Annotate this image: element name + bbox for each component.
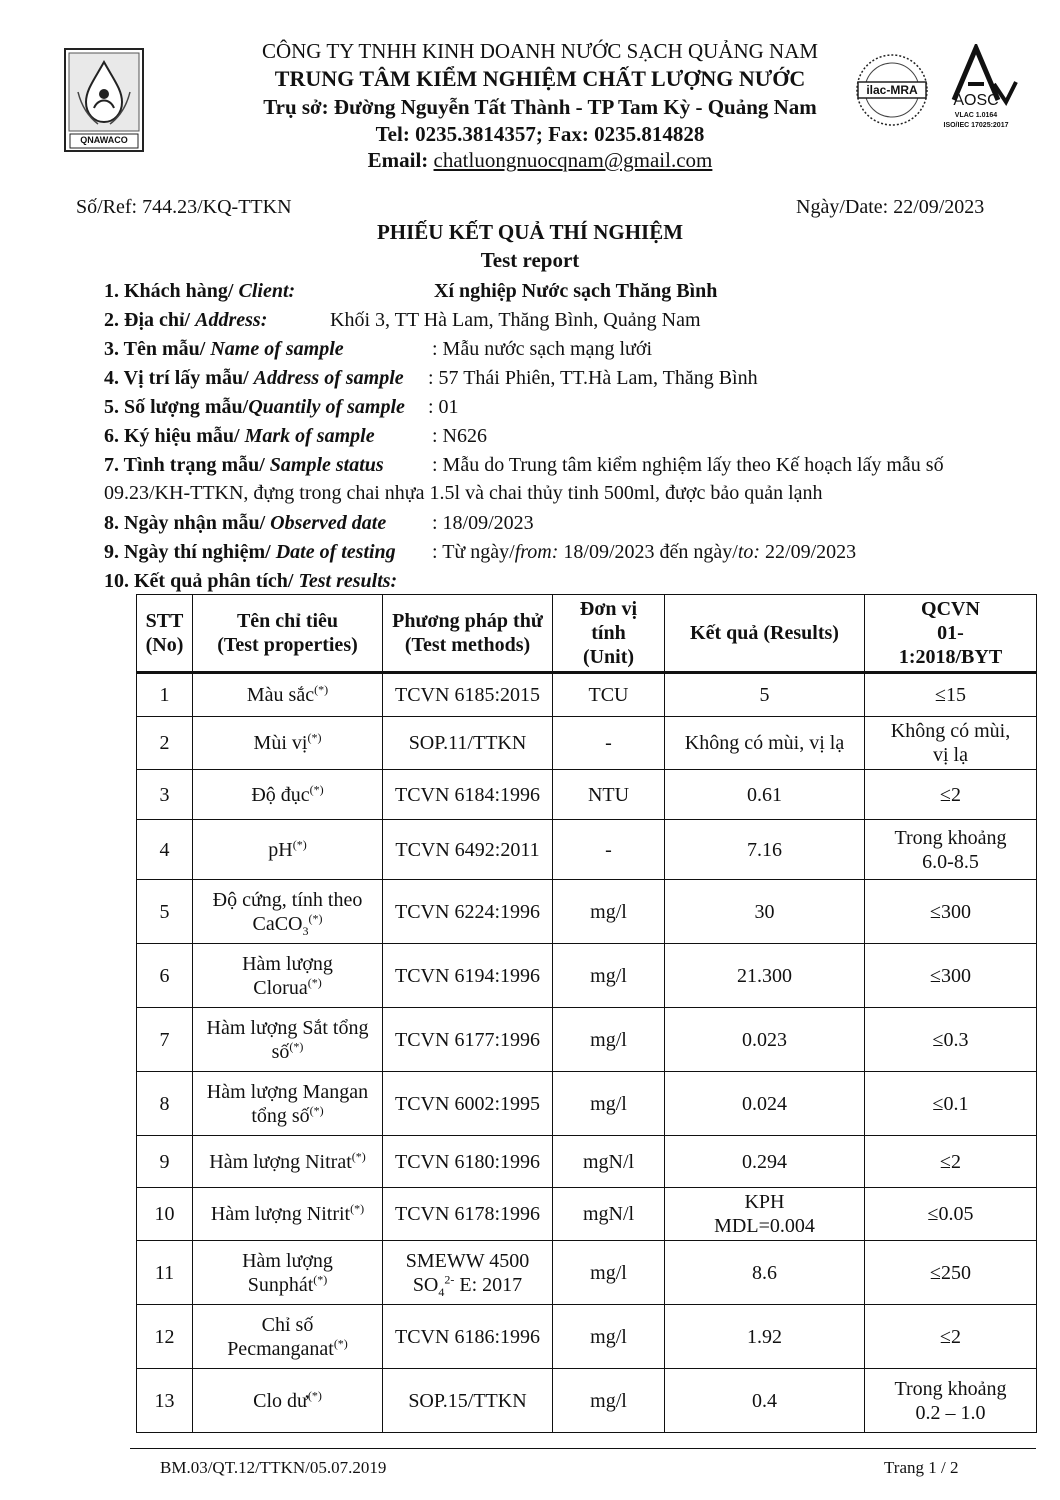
accreditation-mark: (*) bbox=[289, 1038, 304, 1053]
cell-test-property: Màu sắc(*) bbox=[193, 673, 383, 717]
cell-result: 1.92 bbox=[665, 1305, 865, 1369]
footer-divider bbox=[130, 1448, 1036, 1449]
cell-no: 2 bbox=[137, 717, 193, 770]
contact-email-line bbox=[160, 147, 920, 173]
sample-name-value: : Mẫu nước sạch mạng lưới bbox=[432, 338, 653, 360]
cell-test-property: Hàm lượng Sắt tổng số(*) bbox=[193, 1008, 383, 1072]
cell-unit: - bbox=[553, 717, 665, 770]
cell-test-property: Hàm lượng Mangan tổng số(*) bbox=[193, 1072, 383, 1136]
cell-test-property: Clo dư(*) bbox=[193, 1369, 383, 1433]
cell-test-method: TCVN 6185:2015 bbox=[383, 673, 553, 717]
cell-qcvn-limit: ≤15 bbox=[865, 673, 1037, 717]
report-title: PHIẾU KẾT QUẢ THÍ NGHIỆM bbox=[376, 220, 684, 244]
cell-result: 21.300 bbox=[665, 944, 865, 1008]
testing-date-value: : Từ ngày/from: 18/09/2023 đến ngày/to: 22/09/2023 bbox=[432, 541, 857, 563]
cell-qcvn-limit: Không có mùi, vị lạ bbox=[865, 717, 1037, 770]
testing-date-label: 9. Ngày thí nghiệm/ Date of testing bbox=[104, 541, 396, 563]
cell-result: KPH MDL=0.004 bbox=[665, 1188, 865, 1241]
address-label: 2. Địa chỉ/ Address: bbox=[104, 309, 268, 331]
cell-no: 6 bbox=[137, 944, 193, 1008]
sample-quantity-label: 5. Số lượng mẫu/Quantily of sample bbox=[104, 396, 405, 418]
cell-test-method: TCVN 6184:1996 bbox=[383, 770, 553, 820]
report-date: Ngày/Date: 22/09/2023 bbox=[796, 196, 985, 218]
cell-no: 11 bbox=[137, 1241, 193, 1305]
cell-qcvn-limit: ≤300 bbox=[865, 944, 1037, 1008]
table-row bbox=[137, 673, 1037, 717]
email-label: Email: bbox=[367, 148, 434, 172]
accreditation-mark: (*) bbox=[350, 1201, 365, 1216]
table-header-row bbox=[137, 595, 1037, 673]
accreditation-mark: (*) bbox=[309, 1102, 324, 1117]
cell-unit: NTU bbox=[553, 770, 665, 820]
cell-unit: mg/l bbox=[553, 880, 665, 944]
cell-qcvn-limit: ≤300 bbox=[865, 880, 1037, 944]
cell-test-method: SOP.15/TTKN bbox=[383, 1369, 553, 1433]
table-row bbox=[137, 1241, 1037, 1305]
sample-status-value: : Mẫu do Trung tâm kiểm nghiệm lấy theo Kế hoạch lấy mẫu số bbox=[432, 454, 944, 476]
cell-test-property: Độ đục(*) bbox=[193, 770, 383, 820]
table-row bbox=[137, 1008, 1037, 1072]
observed-date-value: : 18/09/2023 bbox=[432, 512, 534, 534]
cell-qcvn-limit: ≤0.05 bbox=[865, 1188, 1037, 1241]
cell-qcvn-limit: ≤250 bbox=[865, 1241, 1037, 1305]
header-test-properties: Tên chỉ tiêu (Test properties) bbox=[193, 595, 383, 673]
accreditation-mark: (*) bbox=[333, 1335, 348, 1350]
cell-qcvn-limit: ≤2 bbox=[865, 770, 1037, 820]
sample-mark-value: : N626 bbox=[432, 425, 487, 447]
table-row bbox=[137, 1072, 1037, 1136]
cell-test-method: TCVN 6180:1996 bbox=[383, 1136, 553, 1188]
cell-test-property: pH(*) bbox=[193, 820, 383, 880]
header-qcvn: QCVN 01- 1:2018/BYT bbox=[865, 595, 1037, 673]
cell-test-method: TCVN 6186:1996 bbox=[383, 1305, 553, 1369]
cell-test-method: TCVN 6194:1996 bbox=[383, 944, 553, 1008]
cell-qcvn-limit: ≤0.3 bbox=[865, 1008, 1037, 1072]
sample-status-value-cont: 09.23/KH-TTKN, đựng trong chai nhựa 1.5l và chai thủy tinh 500ml, được bảo quản lạnh bbox=[104, 482, 823, 504]
office-address: Trụ sở: Đường Nguyễn Tất Thành - TP Tam Kỳ - Quảng Nam bbox=[263, 95, 817, 119]
test-results-table bbox=[136, 594, 1037, 1433]
accreditation-mark: (*) bbox=[292, 836, 307, 851]
aosc-logo bbox=[934, 44, 1018, 136]
iso-standard: ISO/IEC 17025:2017 bbox=[943, 122, 1009, 129]
accreditation-mark: (*) bbox=[309, 781, 324, 796]
cell-test-method: TCVN 6224:1996 bbox=[383, 880, 553, 944]
cell-test-property: Chỉ số Pecmanganat(*) bbox=[193, 1305, 383, 1369]
cell-qcvn-limit: ≤2 bbox=[865, 1305, 1037, 1369]
sample-mark-label: 6. Ký hiệu mẫu/ Mark of sample bbox=[104, 425, 375, 447]
table-row bbox=[137, 770, 1037, 820]
table-row bbox=[137, 1188, 1037, 1241]
table-row bbox=[137, 880, 1037, 944]
header-unit: Đơn vị tính (Unit) bbox=[553, 595, 665, 673]
cell-no: 7 bbox=[137, 1008, 193, 1072]
cell-qcvn-limit: Trong khoảng 6.0-8.5 bbox=[865, 820, 1037, 880]
cell-result: 5 bbox=[665, 673, 865, 717]
header-test-methods: Phương pháp thử (Test methods) bbox=[383, 595, 553, 673]
cell-result: 0.61 bbox=[665, 770, 865, 820]
cell-unit: - bbox=[553, 820, 665, 880]
cell-qcvn-limit: Trong khoảng 0.2 – 1.0 bbox=[865, 1369, 1037, 1433]
table-row bbox=[137, 1369, 1037, 1433]
cell-test-property: Hàm lượng Clorua(*) bbox=[193, 944, 383, 1008]
accreditation-mark: (*) bbox=[308, 910, 323, 925]
cell-unit: TCU bbox=[553, 673, 665, 717]
logo-caption: QNAWACO bbox=[80, 135, 128, 145]
cell-test-method: SOP.11/TTKN bbox=[383, 717, 553, 770]
form-code: BM.03/QT.12/TTKN/05.07.2019 bbox=[160, 1458, 387, 1477]
cell-test-property: Hàm lượng Nitrat(*) bbox=[193, 1136, 383, 1188]
cell-no: 4 bbox=[137, 820, 193, 880]
table-row bbox=[137, 1305, 1037, 1369]
cell-no: 12 bbox=[137, 1305, 193, 1369]
cell-no: 9 bbox=[137, 1136, 193, 1188]
center-name: TRUNG TÂM KIỂM NGHIỆM CHẤT LƯỢNG NƯỚC bbox=[274, 66, 806, 91]
sample-location-label: 4. Vị trí lấy mẫu/ Address of sample bbox=[104, 367, 404, 389]
cell-test-method: TCVN 6002:1995 bbox=[383, 1072, 553, 1136]
cell-result: 30 bbox=[665, 880, 865, 944]
cell-unit: mg/l bbox=[553, 1369, 665, 1433]
cell-no: 5 bbox=[137, 880, 193, 944]
address-value: Khối 3, TT Hà Lam, Thăng Bình, Quảng Nam bbox=[330, 309, 701, 331]
cell-no: 1 bbox=[137, 673, 193, 717]
cell-test-method: TCVN 6178:1996 bbox=[383, 1188, 553, 1241]
cell-unit: mg/l bbox=[553, 944, 665, 1008]
report-subtitle: Test report bbox=[480, 248, 580, 272]
cell-test-property: Độ cứng, tính theo CaCO$_3$(*) bbox=[193, 880, 383, 944]
vilas-number: VLAC 1.0164 bbox=[954, 112, 998, 119]
cell-unit: mgN/l bbox=[553, 1136, 665, 1188]
observed-date-label: 8. Ngày nhận mẫu/ Observed date bbox=[104, 512, 387, 534]
cell-unit: mgN/l bbox=[553, 1188, 665, 1241]
accreditation-mark: (*) bbox=[307, 730, 322, 745]
test-results-label: 10. Kết quả phân tích/ Test results: bbox=[104, 570, 398, 592]
company-name: CÔNG TY TNHH KINH DOANH NƯỚC SẠCH QUẢNG NAM bbox=[261, 39, 819, 63]
cell-unit: mg/l bbox=[553, 1008, 665, 1072]
cell-result: 0.024 bbox=[665, 1072, 865, 1136]
sample-name-label: 3. Tên mẫu/ Name of sample bbox=[104, 338, 344, 360]
email-link[interactable]: chatluongnuocqnam@gmail.com bbox=[433, 148, 713, 172]
cell-no: 8 bbox=[137, 1072, 193, 1136]
cell-result: 7.16 bbox=[665, 820, 865, 880]
table-row bbox=[137, 717, 1037, 770]
accreditation-mark: (*) bbox=[307, 1387, 322, 1402]
cell-qcvn-limit: ≤2 bbox=[865, 1136, 1037, 1188]
cell-qcvn-limit: ≤0.1 bbox=[865, 1072, 1037, 1136]
client-value: Xí nghiệp Nước sạch Thăng Bình bbox=[434, 280, 718, 302]
cell-no: 10 bbox=[137, 1188, 193, 1241]
cell-result: 0.023 bbox=[665, 1008, 865, 1072]
cell-no: 3 bbox=[137, 770, 193, 820]
cell-result: 8.6 bbox=[665, 1241, 865, 1305]
accreditation-mark: (*) bbox=[307, 974, 322, 989]
accreditation-mark: (*) bbox=[351, 1148, 366, 1163]
cell-unit: mg/l bbox=[553, 1305, 665, 1369]
cell-test-method: TCVN 6177:1996 bbox=[383, 1008, 553, 1072]
table-row bbox=[137, 820, 1037, 880]
cell-test-method: TCVN 6492:2011 bbox=[383, 820, 553, 880]
cell-result: 0.294 bbox=[665, 1136, 865, 1188]
cell-no: 13 bbox=[137, 1369, 193, 1433]
sample-quantity-value: : 01 bbox=[428, 396, 459, 418]
ilac-mra-text: ilac-MRA bbox=[866, 83, 918, 97]
client-label: 1. Khách hàng/ Client: bbox=[104, 280, 296, 302]
table-row bbox=[137, 1136, 1037, 1188]
page-number: Trang 1 / 2 bbox=[884, 1458, 959, 1477]
reference-number: Số/Ref: 744.23/KQ-TTKN bbox=[76, 196, 292, 218]
cell-test-property: Mùi vị(*) bbox=[193, 717, 383, 770]
cell-unit: mg/l bbox=[553, 1072, 665, 1136]
cell-test-property: Hàm lượng Nitrit(*) bbox=[193, 1188, 383, 1241]
company-logo bbox=[64, 48, 144, 152]
accreditation-mark: (*) bbox=[313, 1271, 328, 1286]
header-no: STT (No) bbox=[137, 595, 193, 673]
table-row bbox=[137, 944, 1037, 1008]
cell-result: Không có mùi, vị lạ bbox=[665, 717, 865, 770]
cell-result: 0.4 bbox=[665, 1369, 865, 1433]
cell-unit: mg/l bbox=[553, 1241, 665, 1305]
cell-test-property: Hàm lượng Sunphát(*) bbox=[193, 1241, 383, 1305]
header-results: Kết quả (Results) bbox=[665, 595, 865, 673]
sample-location-value: : 57 Thái Phiên, TT.Hà Lam, Thăng Bình bbox=[428, 367, 758, 389]
accreditation-mark: (*) bbox=[314, 682, 329, 697]
aosc-text: AOSC bbox=[953, 92, 999, 109]
contact-phone: Tel: 0235.3814357; Fax: 0235.814828 bbox=[375, 122, 705, 146]
sample-status-label: 7. Tình trạng mẫu/ Sample status bbox=[104, 454, 384, 476]
cell-test-method: SMEWW 4500 $SO_4^{2-}$ E: 2017 bbox=[383, 1241, 553, 1305]
